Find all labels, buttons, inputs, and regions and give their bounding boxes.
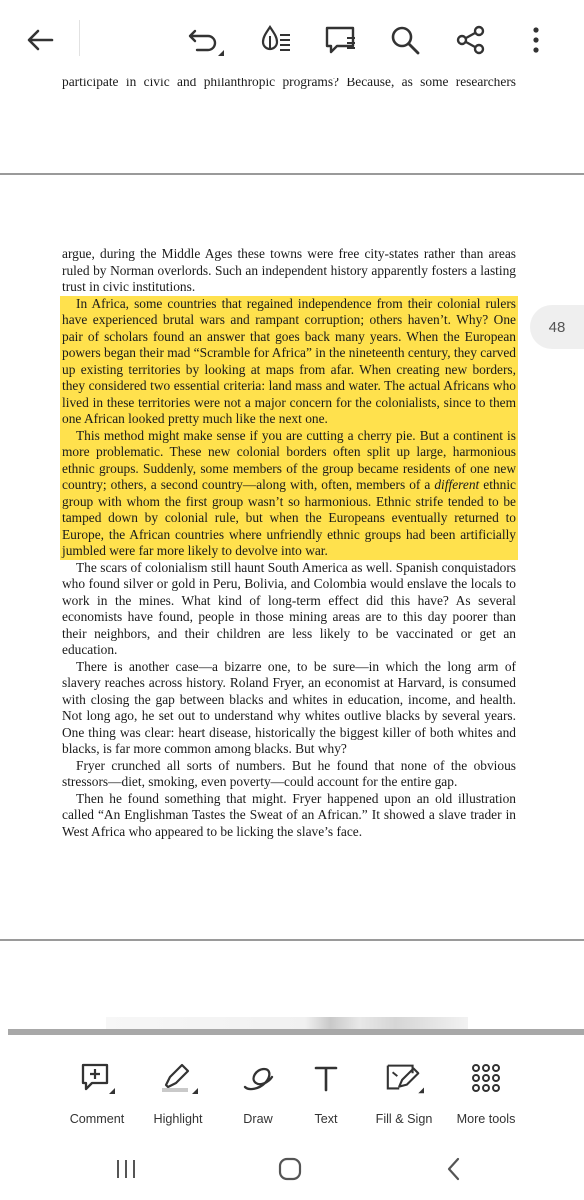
back-arrow-icon[interactable] <box>20 20 60 60</box>
text-span: ethnic group with whom the first group wasn’t so harmonious. Ethnic strife tended to be tamped down by colonial rule, but when the Europeans eventually returned to Europe, the African countries where unfriendly ethnic groups had been artificially jumbled were far more likely to devolve into war. <box>62 477 516 558</box>
more-vertical-icon[interactable] <box>516 20 556 60</box>
text-tool-button[interactable] <box>284 1054 368 1134</box>
tool-label: Highlight <box>153 1112 203 1126</box>
paragraph: The scars of colonialism still haunt South America as well. Spanish conquistadors who found silver or gold in Peru, Bolivia, and Colombia would enslave the locals to work in the mines. What kind of long-term effect did this have? As several economists have found, people in those mining areas are to this day poorer than their neighbors, and their children are less likely to be vaccinated or get an education. <box>62 559 516 657</box>
comments-list-icon[interactable] <box>321 20 361 60</box>
paragraph: Then he found something that might. Fryer happened upon an old illustration called “An Englishman Tastes the Sweat of an African.” It showed a slave trader in West Africa who appeared to be licking the slave’s face. <box>62 790 516 839</box>
highlighter-icon <box>158 1058 198 1098</box>
text-icon <box>306 1058 346 1098</box>
fill-sign-tool-button[interactable] <box>362 1054 446 1134</box>
top-toolbar <box>0 0 584 78</box>
system-navigation-bar <box>0 1140 584 1200</box>
tool-label: Draw <box>243 1112 273 1126</box>
paragraph: argue, during the Middle Ages these towns were free city-states rather than areas ruled by Norman overlords. Such an independent history apparently fosters a lasting trust in civic institutions. <box>62 246 516 294</box>
document-viewport[interactable] <box>0 78 584 1038</box>
tool-label: More tools <box>456 1112 516 1126</box>
paragraph: There is another case—a bizarre one, to be sure—in which the long arm of slavery reaches across history. Roland Fryer, an economist at Harvard, is consumed with closing the gap between blacks and whites in education, income, and health. Not long ago, he set out to understand why whites outlive blacks by several years. One thing was clear: heart disease, historically the biggest killer of both whites and blacks, is far more common among blacks. But why? <box>62 658 516 756</box>
draw-icon <box>238 1058 278 1098</box>
highlighted-paragraph[interactable] <box>62 428 516 560</box>
next-page-preview <box>0 1015 584 1035</box>
highlighted-paragraph[interactable]: In Africa, some countries that regained independence from their colonial rulers have experienced brutal wars and rampant corruption; others haven’t. Why? One pair of scholars found an answer that goes back many years. When the European powers began their mad “Scramble for Africa” in the nineteenth century, they carved up existing territories by looking at maps from afar. When creating new borders, they considered two essential criteria: land mass and water. The actual Africans who lived in these territories were not a major concern for the colonialists, since to them one African looked pretty much like the next one. <box>62 295 516 426</box>
share-icon[interactable] <box>451 20 491 60</box>
tool-label: Comment <box>69 1112 125 1126</box>
back-chevron-icon[interactable] <box>432 1152 476 1186</box>
next-page-edge <box>8 1029 584 1035</box>
page-48-text <box>62 246 516 840</box>
italic-word: different <box>434 477 480 492</box>
highlight-tool-button[interactable] <box>136 1054 220 1134</box>
tool-label: Fill & Sign <box>375 1112 433 1126</box>
home-icon[interactable] <box>268 1152 312 1186</box>
toolbar-divider <box>79 20 80 56</box>
grid-icon <box>466 1058 506 1098</box>
undo-icon[interactable] <box>185 20 225 60</box>
more-tools-button[interactable] <box>444 1054 528 1134</box>
comment-add-icon <box>77 1058 117 1098</box>
page-separator <box>0 173 584 175</box>
fill-sign-icon <box>384 1058 424 1098</box>
bottom-tools-bar <box>0 1040 584 1140</box>
page-separator <box>0 939 584 941</box>
paragraph: Fryer crunched all sorts of numbers. But he found that none of the obvious stressors—diet, smoking, even poverty—could account for the entire gap. <box>62 757 516 789</box>
liquid-mode-icon[interactable] <box>256 20 296 60</box>
comment-tool-button[interactable] <box>55 1054 139 1134</box>
search-icon[interactable] <box>385 20 425 60</box>
page-number-badge[interactable]: 48 <box>530 305 584 349</box>
recents-icon[interactable] <box>104 1152 148 1186</box>
tool-label: Text <box>314 1112 338 1126</box>
text-span: This method might make sense if you are cutting a cherry pie. But a continent is more problematic. These new colonial borders often split up large, harmonious ethnic groups. Suddenly, some members of the group became residents of one new country; others, a second country—along with, often, members of a <box>62 427 516 492</box>
previous-page-last-line: participate in civic and philanthropic programs? Because, as some researchers <box>62 78 516 89</box>
